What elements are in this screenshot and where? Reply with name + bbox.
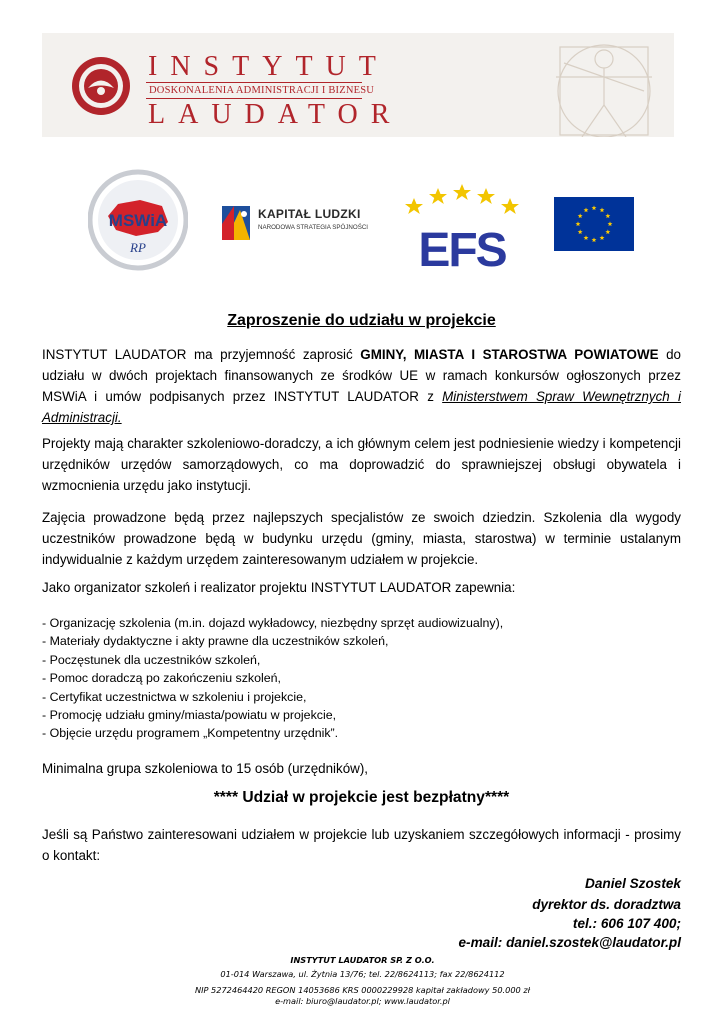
- min-group-text: Minimalna grupa szkoleniowa to 15 osób (urzędników),: [42, 761, 369, 776]
- provisions-list: [42, 614, 681, 743]
- vitruvian-man-watermark: [494, 33, 674, 137]
- signature-title: dyrektor ds. doradztwa: [532, 897, 681, 912]
- letter-heading: Zaproszenie do udziału w projekcie: [227, 312, 496, 329]
- letterhead-title: INSTYTUT: [148, 51, 389, 82]
- intro-paragraph: [42, 344, 681, 428]
- letterhead-name: LAUDATOR: [148, 99, 403, 130]
- footer-address: 01-014 Warszawa, ul. Żytnia 13/76; tel. 22/8624113; fax 22/8624112: [220, 969, 505, 979]
- list-item: - Promocję udziału gminy/miasta/powiatu w projekcie,: [42, 708, 337, 723]
- footer-contact: e-mail: biuro@laudator.pl; www.laudator.pl: [275, 996, 450, 1006]
- letterhead-subtitle: DOSKONALENIA ADMINISTRACJI I BIZNESU: [149, 85, 375, 96]
- paragraph-classes: Zajęcia prowadzone będą przez najlepszych specjalistów ze swoich dziedzin. Szkolenia dla wygody uczestników prowadzone będą w budynku urzędu (gminy, miasta, starostwa) w terminie ustalanym indywidualnie z każdym urzędem zainteresowanym udziałem w projekcie.: [42, 510, 681, 567]
- list-item: - Objęcie urzędu programem „Kompetentny urzędnik”.: [42, 726, 339, 741]
- intro-text-1: INSTYTUT LAUDATOR ma przyjemność zaprosić: [42, 347, 361, 362]
- signature-name: Daniel Szostek: [585, 876, 681, 891]
- kapital-ludzki-title: KAPITAŁ LUDZKI: [258, 207, 361, 221]
- partner-logos: [0, 160, 725, 290]
- eu-flag: [554, 197, 634, 251]
- list-item: - Materiały dydaktyczne i akty prawne dla uczestników szkoleń,: [42, 634, 389, 649]
- paragraph-provides: Jako organizator szkoleń i realizator projektu INSTYTUT LAUDATOR zapewnia:: [42, 580, 516, 595]
- list-item: - Organizację szkolenia (m.in. dojazd wykładowcy, niezbędny sprzęt audiowizualny),: [42, 616, 504, 630]
- mswia-logo-initials: RP: [130, 240, 146, 255]
- ministry-name: Ministerstwem Spraw Wewnętrznych i Administracji.: [42, 389, 681, 425]
- signature-email[interactable]: e-mail: daniel.szostek@laudator.pl: [458, 935, 681, 950]
- kapital-ludzki-icon: [220, 200, 254, 244]
- kapital-ludzki-logo: [220, 200, 380, 244]
- signature-phone: tel.: 606 107 400;: [572, 916, 681, 931]
- intro-text-2: do udziału w dwóch projektach finansowanych ze środków UE w ramach konkursów ogłoszonych przez MSWiA i umów podpisanych przez INSTYTUT LAUDATOR z: [42, 347, 681, 404]
- laudator-emblem: [70, 55, 132, 117]
- mswia-logo-text: MSWiA: [108, 211, 168, 230]
- footer-company: INSTYTUT LAUDATOR SP. Z O.O.: [290, 955, 435, 965]
- footer-registry: NIP 5272464420 REGON 14053686 KRS 0000229928 kapitał zakładowy 50.000 zł: [194, 985, 531, 995]
- efs-logo-text: EFS: [418, 224, 506, 274]
- free-participation-notice: **** Udział w projekcie jest bezpłatny****: [213, 789, 510, 806]
- paragraph-goals: Projekty mają charakter szkoleniowo-doradczy, a ich głównym celem jest podniesienie wiedzy i kompetencji urzędników urzędów samorządowych, co ma doprowadzić do sprawniejszej obsługi obywatela i wzmocnienia urzędu jako instytucji.: [42, 436, 681, 493]
- efs-logo: [400, 176, 524, 274]
- letterhead: [42, 33, 674, 137]
- intro-bold-recipients: GMINY, MIASTA I STAROSTWA POWIATOWE: [360, 347, 659, 362]
- letterhead-rule-top: [146, 82, 362, 83]
- contact-paragraph: Jeśli są Państwo zainteresowani udziałem w projekcie lub uzyskaniem szczegółowych informacji - prosimy o kontakt:: [42, 827, 681, 863]
- list-item: - Poczęstunek dla uczestników szkoleń,: [42, 652, 261, 667]
- mswia-logo: [88, 166, 188, 274]
- list-item: - Certyfikat uczestnictwa w szkoleniu i projekcie,: [42, 689, 307, 704]
- list-item: - Pomoc doradczą po zakończeniu szkoleń,: [42, 671, 281, 686]
- kapital-ludzki-subtitle: NARODOWA STRATEGIA SPÓJNOŚCI: [258, 224, 369, 231]
